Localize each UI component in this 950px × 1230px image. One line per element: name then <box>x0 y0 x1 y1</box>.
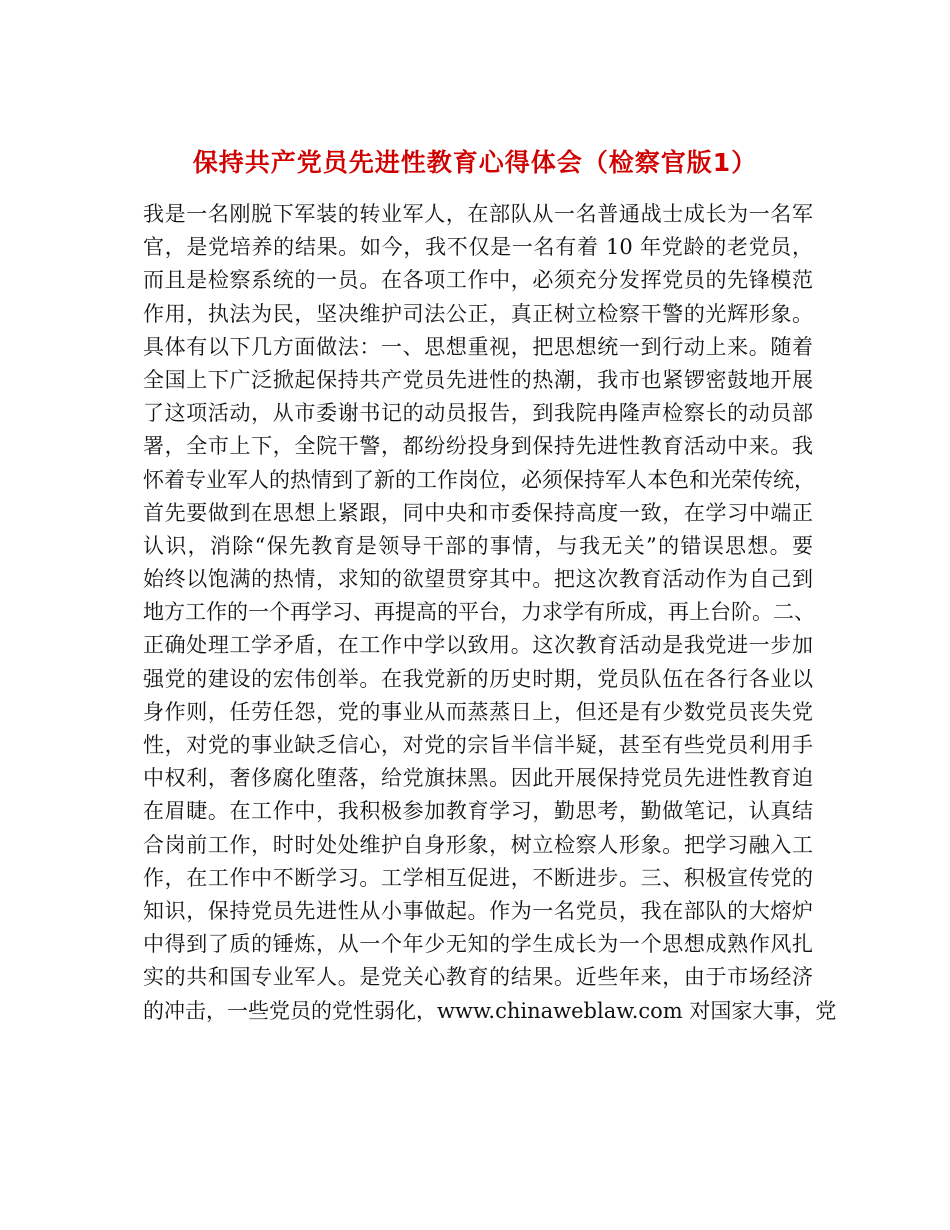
body-line: 而且是检察系统的一员。在各项工作中，必须充分发挥党员的先锋模范 <box>143 268 813 293</box>
body-line: 署，全市上下，全院干警，都纷纷投身到保持先进性教育活动中来。我 <box>143 434 813 459</box>
body-line: 首先要做到在思想上紧跟，同中央和市委保持高度一致，在学习中端正 <box>143 500 813 525</box>
body-line: 身作则，任劳任怨，党的事业从而蒸蒸日上，但还是有少数党员丧失党 <box>143 699 813 724</box>
body-line: 合岗前工作，时时处处维护自身形象，树立检察人形象。把学习融入工 <box>143 832 813 857</box>
body-line: 怀着专业军人的热情到了新的工作岗位，必须保持军人本色和光荣传统， <box>143 467 815 492</box>
body-line: 作用，执法为民，坚决维护司法公正，真正树立检察干警的光辉形象。 <box>143 301 813 326</box>
body-line: 始终以饱满的热情，求知的欲望贯穿其中。把这次教育活动作为自己到 <box>143 567 813 592</box>
body-line: 知识，保持党员先进性从小事做起。作为一名党员，我在部队的大熔炉 <box>143 898 813 923</box>
body-line: 在眉睫。在工作中，我积极参加教育学习，勤思考，勤做笔记，认真结 <box>143 799 813 824</box>
body-line: 官，是党培养的结果。如今，我不仅是一名有着 10 年党龄的老党员， <box>143 235 813 260</box>
body-line: 地方工作的一个再学习、再提高的平台，力求学有所成，再上台阶。二、 <box>143 600 815 625</box>
body-line: 作，在工作中不断学习。工学相互促进，不断进步。三、积极宣传党的 <box>143 865 813 890</box>
body-line: 正确处理工学矛盾，在工作中学以致用。这次教育活动是我党进一步加 <box>143 633 813 658</box>
body-line: 认识，消除“保先教育是领导干部的事情，与我无关”的错误思想。要 <box>143 533 813 558</box>
body-line: 性，对党的事业缺乏信心，对党的宗旨半信半疑，甚至有些党员利用手 <box>143 733 813 757</box>
body-line: 实的共和国专业军人。是党关心教育的结果。近些年来，由于市场经济 <box>143 965 813 990</box>
document-body <box>143 198 837 1028</box>
body-line: 具体有以下几方面做法：一、思想重视，把思想统一到行动上来。随着 <box>143 334 813 359</box>
body-line: 中得到了质的锤炼，从一个年少无知的学生成长为一个思想成熟作风扎 <box>143 932 813 957</box>
document-title: 保持共产党员先进性教育心得体会（检察官版1） <box>192 147 758 177</box>
body-line: 的冲击，一些党员的党性弱化，www.chinaweblaw.com 对国家大事，党 <box>143 998 837 1023</box>
body-line: 全国上下广泛掀起保持共产党员先进性的热潮，我市也紧锣密鼓地开展 <box>143 367 813 392</box>
body-line: 中权利，奢侈腐化堕落，给党旗抹黑。因此开展保持党员先进性教育迫 <box>143 766 813 791</box>
body-line: 我是一名刚脱下军装的转业军人，在部队从一名普通战士成长为一名军 <box>143 202 813 226</box>
body-line: 了这项活动，从市委谢书记的动员报告，到我院冉隆声检察长的动员部 <box>143 401 813 426</box>
body-line: 强党的建设的宏伟创举。在我党新的历史时期，党员队伍在各行各业以 <box>143 666 813 691</box>
